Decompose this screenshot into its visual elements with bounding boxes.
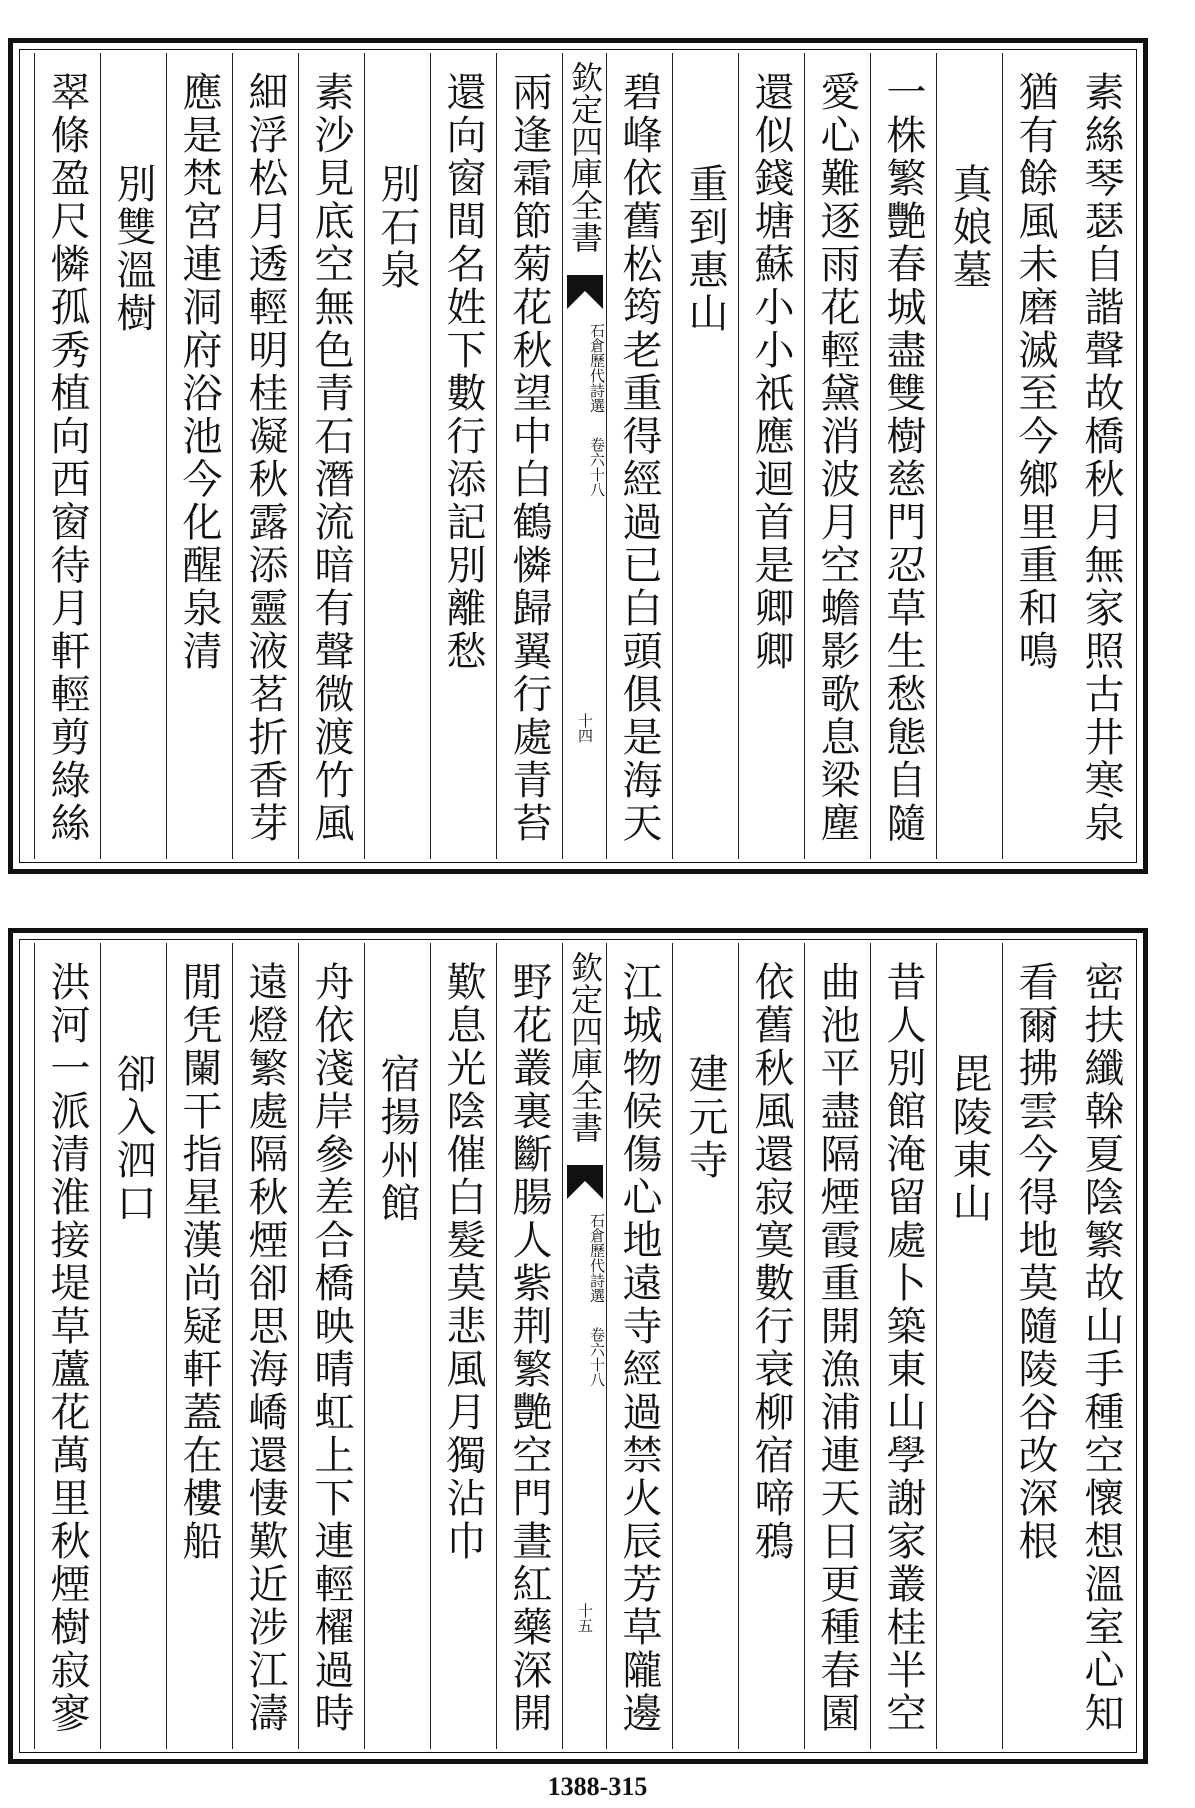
poem-line: 江城物候傷心地遠寺經過禁火辰芳草隴邊	[606, 943, 672, 1749]
volume-label: 卷六十八	[588, 1327, 606, 1387]
collection-title: 欽定四庫全書	[566, 61, 604, 253]
poem-line: 曲池平盡隔煙霞重開漁浦連天日更種春園	[804, 943, 870, 1749]
poem-line: 舟依淺岸參差合橋映晴虹上下連輕櫂過時	[298, 943, 364, 1749]
poem-title: 宿揚州館	[364, 943, 430, 1749]
poem-title: 真娘墓	[936, 53, 1002, 859]
poem-line: 應是梵宮連洞府浴池今化醒泉清	[166, 53, 232, 859]
poem-line: 還似錢塘蘇小小祇應迴首是卿卿	[738, 53, 804, 859]
poem-line: 還向窗間名姓下數行添記別離愁	[430, 53, 496, 859]
leaf-number: 十四	[576, 713, 594, 743]
poem-line: 密扶纖榦夏陰繁故山手種空懷想溫室心知	[1078, 961, 1124, 1735]
center-band	[562, 943, 606, 1749]
poem-line: 洪河一派清淮接堤草蘆花萬里秋煙樹寂寥	[34, 943, 100, 1749]
poem-line: 兩逢霜節菊花秋望中白鶴憐歸翼行處青苔	[496, 53, 562, 859]
volume-label: 卷六十八	[588, 437, 606, 497]
collection-title: 欽定四庫全書	[566, 951, 604, 1143]
page-number: 1388-315	[547, 1772, 648, 1801]
poem-title: 卻入泗口	[100, 943, 166, 1749]
poem-line: 素沙見底空無色青石潛流暗有聲微渡竹風	[298, 53, 364, 859]
fishtail-mark-icon	[567, 275, 603, 309]
book-subtitle: 石倉歷代詩選	[588, 323, 606, 413]
poem-line: 依舊秋風還寂寞數行衰柳宿啼鴉	[738, 943, 804, 1749]
poem-title: 建元寺	[672, 943, 738, 1749]
poem-line: 翠條盈尺憐孤秀植向西窗待月軒輕剪綠絲	[34, 53, 100, 859]
center-band	[562, 53, 606, 859]
book-subtitle: 石倉歷代詩選	[588, 1213, 606, 1303]
poem-line: 素絲琴瑟自諧聲故橋秋月無家照古井寒泉	[1078, 71, 1124, 845]
poem-line: 昔人別館淹留處卜築東山學謝家叢桂半空	[870, 943, 936, 1749]
poem-line: 一株繁艷春城盡雙樹慈門忍草生愁態自隨	[870, 53, 936, 859]
upper-frame	[8, 38, 1148, 874]
poem-title: 別石泉	[364, 53, 430, 859]
lower-frame	[8, 928, 1148, 1764]
leaf-number: 十五	[576, 1603, 594, 1633]
poem-line: 遠燈繁處隔秋煙卻思海嶠還悽歎近涉江濤	[232, 943, 298, 1749]
poem-line: 歎息光陰催白髮莫悲風月獨沾巾	[430, 943, 496, 1749]
poem-title: 毘陵東山	[936, 943, 1002, 1749]
poem-line: 猶有餘風未磨滅至今鄉里重和鳴	[1002, 53, 1068, 859]
poem-line: 看爾拂雲今得地莫隨陵谷改深根	[1002, 943, 1068, 1749]
poem-line: 愛心難逐雨花輕黛消波月空蟾影歌息梁塵	[804, 53, 870, 859]
poem-line: 碧峰依舊松筠老重得經過已白頭俱是海天	[606, 53, 672, 859]
lower-leaf	[0, 928, 1195, 1768]
poem-title: 別雙溫樹	[100, 53, 166, 859]
poem-line: 野花叢裏斷腸人紫荆繁艷空門晝紅藥深開	[496, 943, 562, 1749]
poem-line: 細浮松月透輕明桂凝秋露添靈液茗折香芽	[232, 53, 298, 859]
poem-line: 閒凭闌干指星漢尚疑軒蓋在樓船	[166, 943, 232, 1749]
fishtail-mark-icon	[567, 1165, 603, 1199]
upper-leaf	[0, 38, 1195, 878]
poem-title: 重到惠山	[672, 53, 738, 859]
